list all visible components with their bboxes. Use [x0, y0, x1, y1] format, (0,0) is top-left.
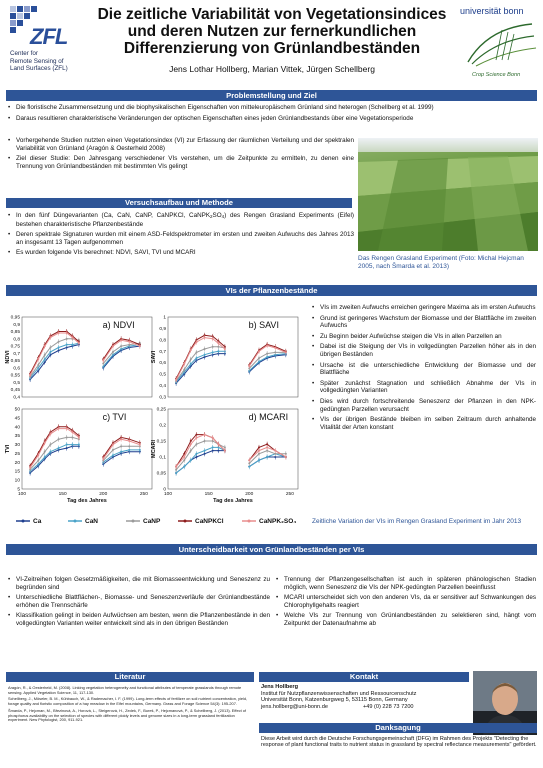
data-point — [66, 332, 68, 334]
section-heading-vis: VIs der Pflanzenbestände — [6, 285, 537, 296]
data-point — [112, 454, 114, 456]
zfl-subtitle-line: Land Surfaces (ZFL) — [10, 65, 68, 73]
y-tick-label: 0,5 — [159, 372, 166, 378]
data-point — [183, 456, 185, 458]
data-point — [139, 444, 141, 446]
data-point — [204, 337, 206, 339]
bullet-item: • In den fünf Düngevarianten (Ca, CaN, CaNP, CaNPKCl, $CaNPK_2SO_4$) des Rengen Grasland Experiments (Eifel) bestehen charakteristische Pflanzenbestände — [8, 212, 354, 228]
poster-title: Die zeitliche Variabilität von Vegetationsindices und deren Nutzen zur fernerkundlichen Differenzierung von Grünlandbeständen — [97, 6, 447, 57]
data-point — [285, 456, 287, 458]
data-point — [204, 354, 206, 356]
data-point — [71, 344, 73, 346]
x-axis-label: Tag des Jahres — [213, 498, 253, 504]
bullet-item: • VI-Zeitreihen folgen Gesetzmäßigkeiten, die mit Biomasseentwicklung und Seneszenz zu begründen sind — [8, 576, 270, 591]
data-point — [44, 345, 46, 347]
y-tick-label: 0,8 — [13, 337, 20, 343]
data-point — [49, 433, 51, 435]
data-point — [66, 447, 68, 449]
zfl-logo-word: ZFL — [30, 24, 68, 49]
legend-marker — [184, 520, 187, 523]
y-tick-label: 0,8 — [159, 338, 166, 344]
methods-bullets — [8, 212, 354, 260]
data-point — [58, 347, 60, 349]
data-point — [37, 358, 39, 360]
data-point — [266, 456, 268, 458]
data-point — [204, 434, 206, 436]
data-point — [258, 357, 260, 359]
y-tick-label: 0,1 — [159, 455, 166, 461]
section-heading-separability: Unterscheidbarkeit von Grünlandbeständen per VIs — [6, 544, 537, 555]
data-point — [217, 346, 219, 348]
data-point — [128, 440, 130, 442]
data-point — [71, 444, 73, 446]
legend-label: CaNPKCl — [195, 518, 224, 525]
data-point — [266, 345, 268, 347]
reference-item: Šmarda, P., Hejcman, M., Březinová, A., Horová, L., Steigerová, H., Zedek, F., Bureš, P., Hejcmanová, P., & Schellberg, J. (2013). Effect of phosphorus availability on the selection of species with different ploidy levels and genome sizes in a long-term grassland fertilization experiment. New Phytologist, 200, 911-921. — [8, 707, 247, 723]
data-point — [44, 354, 46, 356]
data-point — [128, 449, 130, 451]
data-point — [29, 467, 31, 469]
y-tick-label: 0,15 — [156, 439, 166, 445]
data-point — [274, 450, 276, 452]
bullet-item: • Vorhergehende Studien nutzten einen Vegetationsindex (VI) zur Erfassung der räumlichen Verteilung und der spektralen Variabilität von Grünland (Aragón & Oesterheld 2008) — [8, 137, 354, 152]
section-heading-problem: Problemstellung und Ziel — [6, 90, 537, 101]
data-point — [217, 342, 219, 344]
data-point — [66, 428, 68, 430]
data-point — [190, 358, 192, 360]
y-tick-label: 0,7 — [13, 351, 20, 357]
separability-left-bullets — [8, 576, 270, 631]
data-point — [274, 351, 276, 353]
data-point — [183, 363, 185, 365]
data-point — [195, 357, 197, 359]
y-axis-label: MCARI — [151, 439, 157, 459]
data-point — [195, 453, 197, 455]
y-axis-label: SAVI — [151, 350, 157, 364]
reference-item: Schellberg, J., Möseler, B. M., Kühbauch, W., & Rademacher, I. F. (1999). Long-term effects of fertilizer on soil nutrient concentration, yield, forage quality and floristic composition of a hay meadow in the Eifel mountains, Germany. Grass and Forage Science 54(3): 195-207. — [8, 696, 248, 707]
data-point — [78, 444, 80, 446]
data-point — [204, 348, 206, 350]
data-point — [224, 348, 226, 350]
data-point — [78, 436, 80, 438]
y-tick-label: 1 — [163, 315, 166, 321]
vi-time-series-charts — [6, 313, 306, 538]
bullet-item: • Dies wird durch fortschreitende Seneszenz der Pflanzen in den NPK-gedüngten Parzellen verursacht — [312, 398, 536, 413]
y-tick-label: 30 — [14, 443, 20, 449]
x-tick-label: 250 — [139, 492, 148, 497]
university-bonn-logo — [458, 6, 540, 82]
y-tick-label: 0,6 — [13, 366, 20, 372]
data-point — [212, 351, 214, 353]
data-point — [44, 451, 46, 453]
data-point — [120, 451, 122, 453]
y-tick-label: 0,85 — [10, 330, 20, 336]
chart-title: d) MCARI — [248, 412, 289, 422]
data-point — [58, 428, 60, 430]
legend-marker — [22, 520, 25, 523]
data-point — [66, 436, 68, 438]
data-point — [128, 341, 130, 343]
y-tick-label: 0,7 — [159, 349, 166, 355]
data-point — [258, 350, 260, 352]
data-point — [66, 344, 68, 346]
y-tick-label: 0,45 — [10, 388, 20, 394]
data-point — [120, 438, 122, 440]
bonn-logo-text: universität bonn — [460, 6, 524, 16]
data-point — [190, 443, 192, 445]
data-point — [49, 444, 51, 446]
bullet-item: • Später zunächst Stagnation und schließlich Abnahme der VIs in vollgedüngten Varianten — [312, 380, 536, 395]
data-point — [190, 459, 192, 461]
data-point — [217, 350, 219, 352]
chart-title: c) TVI — [102, 412, 127, 422]
bullet-item: • Welche VIs zur Trennung von Grünlandbeständen zu selektieren sind, hängt vom Zeitpunkt der Datenaufnahme ab — [276, 612, 536, 627]
data-point — [112, 444, 114, 446]
y-tick-label: 0,4 — [13, 395, 20, 401]
bullet-item: • MCARI unterscheidet sich von den anderen VIs, da er sensitiver auf Schwankungen des Chlorophyllgehalts reagiert — [276, 594, 536, 609]
legend-label: CaNPK₂SO₄ — [259, 518, 297, 525]
crop-science-text: Crop Science Bonn — [472, 72, 521, 78]
data-point — [120, 339, 122, 341]
data-point — [204, 440, 206, 442]
acknowledgement-text: Diese Arbeit wird durch die Deutsche Forschungsgemeinschaft (DFG) im Rahmen des Projekts "Detecting the response of plant functional traits to nutrient status in grassland by spectral reflectance measurements" gefördert. — [261, 736, 537, 749]
separability-right-bullets — [276, 576, 536, 631]
bullet-item: • Daraus resultieren charakteristische Veränderungen der optischen Eigenschaften eines jeden Grünlandbestands über eine Vegetationsperiode — [8, 115, 536, 123]
y-tick-label: 0,3 — [159, 395, 166, 401]
bullet-item: • Es wurden folgende VIs berechnet: NDVI, SAVI, TVI und MCARI — [8, 249, 354, 257]
data-point — [258, 361, 260, 363]
section-heading-contact: Kontakt — [259, 672, 469, 682]
data-point — [175, 466, 177, 468]
data-point — [112, 351, 114, 353]
data-point — [44, 442, 46, 444]
y-tick-label: 0,55 — [10, 373, 20, 379]
crop-science-logo-icon — [462, 20, 538, 70]
photo-caption: Das Rengen Grasland Experiment (Foto: Michal Hejcman 2005, nach Šmarda et al. 2013) — [358, 255, 524, 270]
y-axis-label: TVI — [5, 444, 11, 454]
legend-label: Ca — [33, 518, 42, 525]
data-point — [37, 364, 39, 366]
data-point — [175, 379, 177, 381]
bullet-item: • VIs im zweiten Aufwuchs erreichen geringere Maxima als im ersten Aufwuchs — [312, 304, 536, 312]
data-point — [224, 450, 226, 452]
section-heading-literature: Literatur — [6, 672, 254, 682]
data-point — [274, 347, 276, 349]
chart-title: a) NDVI — [102, 320, 135, 330]
bullet-item: • Klassifikation gelingt in beiden Aufwüchsen am besten, wenn die Pflanzenbestände in den vollgedüngten Varianten weiter entwickelt sind als in den übrigen Beständen — [8, 612, 270, 627]
data-point — [49, 347, 51, 349]
y-tick-label: 0,95 — [10, 315, 20, 321]
y-tick-label: 20 — [14, 460, 20, 466]
bullet-item: • Zu Beginn beider Aufwüchse steigen die VIs in allen Parzellen an — [312, 333, 536, 341]
data-point — [58, 438, 60, 440]
data-point — [266, 356, 268, 358]
poster-header — [0, 0, 543, 86]
contact-block — [261, 684, 471, 710]
data-point — [212, 338, 214, 340]
y-tick-label: 0,2 — [159, 423, 166, 429]
data-point — [139, 449, 141, 451]
y-tick-label: 25 — [14, 451, 20, 457]
contact-institute: Institut für Nutzpflanzenwissenschaften und Ressourcenschutz — [261, 690, 417, 697]
zfl-subtitle — [10, 50, 100, 73]
y-tick-label: 5 — [17, 487, 20, 493]
data-point — [49, 351, 51, 353]
legend-marker — [74, 520, 77, 523]
data-point — [195, 341, 197, 343]
zfl-logo — [6, 6, 94, 80]
y-tick-label: 40 — [14, 425, 20, 431]
data-point — [112, 345, 114, 347]
y-tick-label: 0,6 — [159, 361, 166, 367]
data-point — [183, 466, 185, 468]
data-point — [78, 342, 80, 344]
data-point — [190, 450, 192, 452]
x-tick-label: 150 — [204, 492, 213, 497]
data-point — [120, 445, 122, 447]
data-point — [190, 363, 192, 365]
zfl-subtitle-line: Remote Sensing of — [10, 57, 64, 65]
y-tick-label: 15 — [14, 469, 20, 475]
bullet-item: • VIs der übrigen Bestände bleiben im selben Zeitraum durch anhaltende Vitalität der Arten konstant — [312, 416, 536, 431]
data-point — [212, 437, 214, 439]
problem-bullets-bottom — [8, 137, 354, 173]
data-point — [102, 458, 104, 460]
data-point — [248, 365, 250, 367]
data-point — [190, 349, 192, 351]
legend-label: CaN — [85, 518, 99, 525]
bullet-item: • Ursache ist die unterschiedliche Entwicklung der Biomasse und der Blattfläche — [312, 362, 536, 377]
data-point — [71, 336, 73, 338]
y-tick-label: 0,65 — [10, 359, 20, 365]
vis-caption: Zeitliche Variation der VIs im Rengen Grasland Experiment im Jahr 2013 — [312, 518, 522, 525]
x-tick-label: 200 — [99, 492, 108, 497]
zfl-subtitle-line: Center for — [10, 50, 38, 57]
data-point — [248, 459, 250, 461]
y-axis-label: NDVI — [5, 350, 11, 364]
data-point — [204, 450, 206, 452]
data-point — [37, 460, 39, 462]
data-point — [66, 338, 68, 340]
y-tick-label: 50 — [14, 407, 20, 413]
data-point — [195, 443, 197, 445]
data-point — [66, 444, 68, 446]
data-point — [58, 341, 60, 343]
y-tick-label: 0,9 — [159, 326, 166, 332]
data-point — [58, 332, 60, 334]
data-point — [195, 351, 197, 353]
x-tick-label: 100 — [163, 492, 173, 497]
bullet-item: • Die floristische Zusammensetzung und die biophysikalischen Eigenschaften von mitteleuropäischem Grünland sind heterogen (Schellberg et al. 1999) — [8, 104, 536, 112]
section-heading-methods: Versuchsaufbau und Methode — [6, 198, 352, 208]
bullet-item: • Deren spektrale Signaturen wurden mit einem ASD-Feldspektrometer im ersten und zweiten Aufwuchs des Jahres 2013 an insgesamt 13 Tagen aufgenommen — [8, 231, 354, 246]
data-point — [266, 353, 268, 355]
y-tick-label: 45 — [14, 416, 20, 422]
x-tick-label: 200 — [245, 492, 254, 497]
data-point — [258, 459, 260, 461]
bullet-item: • Dabei ist die Steigung der VIs in vollgedüngten Parzellen höher als in den übrigen Beständen — [312, 343, 536, 358]
data-point — [120, 345, 122, 347]
legend-label: CaNP — [143, 518, 161, 525]
x-tick-label: 150 — [58, 492, 67, 497]
data-point — [195, 437, 197, 439]
rengen-experiment-photo — [358, 138, 538, 251]
contact-phone: +49 (0) 228 73 7200 — [363, 703, 414, 710]
data-point — [258, 450, 260, 452]
x-tick-label: 100 — [17, 492, 27, 497]
data-point — [37, 454, 39, 456]
y-tick-label: 0,25 — [156, 407, 166, 413]
y-tick-label: 35 — [14, 434, 20, 440]
legend-marker — [132, 520, 135, 523]
y-tick-label: 0,75 — [10, 344, 20, 350]
poster-authors: Jens Lothar Hollberg, Marian Vittek, Jürgen Schellberg — [169, 64, 375, 74]
bullet-item: • Unterschiedliche Blattflächen-, Biomasse- und Seneszenzverläufe der Grünlandbestände erhöhen die Trennschärfe — [8, 594, 270, 609]
y-tick-label: 0 — [163, 487, 166, 493]
data-point — [128, 445, 130, 447]
chart-title: b) SAVI — [248, 320, 279, 330]
y-tick-label: 0,4 — [159, 384, 166, 390]
data-point — [37, 463, 39, 465]
data-point — [266, 446, 268, 448]
problem-bullets-top — [8, 104, 536, 125]
data-point — [29, 374, 31, 376]
data-point — [102, 360, 104, 362]
data-point — [49, 451, 51, 453]
reference-item: Aragón, R., & Oesterheld, M. (2008). Linking vegetation heterogeneity and functional attributes of temperate grasslands through remote sensing. Applied Vegetation Science, 11, 117-130. — [8, 685, 242, 695]
data-point — [112, 449, 114, 451]
section-heading-thanks: Danksagung — [259, 723, 537, 733]
data-point — [71, 436, 73, 438]
data-point — [183, 369, 185, 371]
data-point — [71, 431, 73, 433]
contact-email[interactable]: jens.hollberg@uni-bonn.de — [261, 703, 328, 710]
data-point — [44, 456, 46, 458]
literature-list — [8, 686, 252, 725]
data-point — [217, 443, 219, 445]
data-point — [285, 351, 287, 353]
bullet-item: • Trennung der Pflanzengesellschaften ist auch in späteren phänologischen Stadien möglich, wenn Seneszenz die VIs der NPK-gedüngten Parzellen beeinflusst — [276, 576, 536, 591]
vis-bullets — [312, 304, 536, 434]
legend-marker — [248, 520, 251, 523]
y-tick-label: 0,05 — [156, 471, 166, 477]
bullet-item: • Grund ist geringeres Wachstum der Biomasse und der Blattfläche im zweiten Aufwuchs — [312, 315, 536, 330]
bullet-item: • Ziel dieser Studie: Den Jahresgang verschiedener VIs verstehen, um die Zeitpunkte zu ermitteln, zu denen eine Trennung von Grünlandbeständen mit bestimmten VIs gelingt — [8, 155, 354, 170]
y-tick-label: 10 — [14, 478, 20, 484]
x-tick-label: 250 — [285, 492, 294, 497]
data-point — [139, 345, 141, 347]
contact-address: Universität Bonn, Katzenburgweg 5, 53115 Bonn, Germany — [261, 697, 408, 704]
data-point — [212, 446, 214, 448]
x-axis-label: Tag des Jahres — [67, 498, 107, 504]
contact-name: Jens Hollberg — [261, 684, 298, 690]
data-point — [49, 336, 51, 338]
y-tick-label: 0,5 — [13, 380, 20, 386]
y-tick-label: 0,9 — [13, 322, 20, 328]
data-point — [212, 346, 214, 348]
data-point — [44, 358, 46, 360]
data-point — [58, 447, 60, 449]
